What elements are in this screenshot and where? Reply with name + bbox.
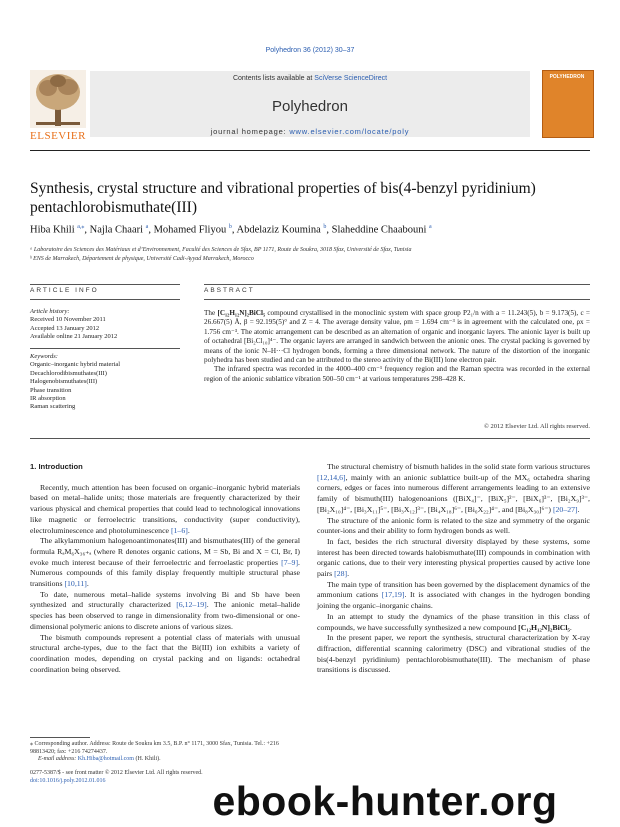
article-info-rule xyxy=(30,284,180,285)
abstract-rule xyxy=(204,299,590,300)
issn-line: 0277-5387/$ - see front matter © 2012 Elsevier Ltd. All rights reserved. xyxy=(30,770,203,776)
article-info-heading: ARTICLE INFO xyxy=(30,287,99,294)
author-affiliation-marker[interactable]: a,⁎ xyxy=(77,224,85,230)
author-name[interactable]: Abdelaziz Koumina xyxy=(236,224,321,236)
doi-link[interactable]: doi:10.1016/j.poly.2012.01.016 xyxy=(30,777,106,784)
citation-link[interactable]: [6,12–19] xyxy=(176,600,207,610)
body-paragraph: Recently, much attention has been focused on organic–inorganic hybrid materials based on metal–halide units; those materials are frequently characterized by their various physical and chemical properties that could lead to technological innovations like magnetic or ferroelectric transitions, conductivity (super conductivity), electroluminescence and photoluminescence [1–6]. xyxy=(30,482,300,535)
keyword: Raman scattering xyxy=(30,403,76,411)
body-paragraph: The structural chemistry of bismuth halides in the solid state form various structures [12,14,6], mainly with an anionic sublattice built-up of the MX₆ octahedra sharing corners, edges or faces into numerous different arrangements leading to an extensive family of bismuth(III) halogenoanions ([BiX₄]⁻, [BiX₅]²⁻, [BiX₆]³⁻, [Bi₂X₉]³⁻, [Bi₂X₁₀]⁴⁻, [Bi₃X₁₁]⁵⁻, [Bi₃X₁₂]³⁻, [Bi₄X₁₈]⁶⁻, [Bi₆X₂₂]⁴⁻, and [Bi₈X₃₀]⁶⁻) [20–27]. xyxy=(317,462,590,514)
affiliation-b: ᵇ ENS de Marrakech, Département de physique, Université Cadi-Ayyad Marrakech, Morocco xyxy=(30,256,254,262)
body-paragraph: In an attempt to study the dynamics of the phase transition in this class of compounds, we have successfully synthesized a new compound [C₁₂H₁₂N]₂BiCl₅. xyxy=(317,611,590,632)
body-right-column xyxy=(317,462,590,676)
homepage-prefix: journal homepage: xyxy=(210,127,290,136)
contents-line xyxy=(90,75,530,82)
body-paragraph: To date, numerous metal–halide systems involving Bi and Sb have been synthesized and structurally characterized [6,12–19]. The anionic metal–halide species has been observed to range in dimensionality from two-dimensional or one-dimensional polymeric anions to discrete anions of various sizes. xyxy=(30,589,300,631)
journal-citation[interactable]: Polyhedron 36 (2012) 30–37 xyxy=(265,47,355,54)
history-item: Available online 21 January 2012 xyxy=(30,333,118,341)
citation-link[interactable]: [12,14,6] xyxy=(317,472,346,482)
contents-prefix: Contents lists available at xyxy=(232,75,315,82)
author-name[interactable]: Hiba Khili xyxy=(30,224,75,236)
body-paragraph: The alkylammonium halogenoantimonates(III) and bismuthates(III) of the general formula RₐM₆X₃₆₊ₐ (where R denotes organic cations, M = Sb, Bi and X = Cl, Br, I) evoke much interest because of their ferroelectric and ferroelastic properties [7–9]. Numerous compounds of this family display frequently multiple structural phase transitions [10,11]. xyxy=(30,536,300,589)
article-info-rule xyxy=(30,348,180,349)
abstract-paragraph: The [C₁₂H₁₂N]₂BiCl₅ compound crystallised in the monoclinic system with space group P2₁/n with a = 11.243(5), b = 9.173(5), c = 26.667(5) Å, β = 92.195(5)° and Z = 4. The average density value, ρm = 1.694 cm⁻³ is in agreement with the calculated one, ρx = 1.756 cm⁻³. The atomic arrangement can be described as an alternation of organic and inorganic layers. The anionic layer is built up of octahedral [Bi₂Cl₁₀]⁴⁻. The organic layers are arranged in sandwich between the anionic ones. The crystal packing is governed by means of the ionic N–H···Cl hydrogen bonds, forming a three dimensional network. The nature of the distortion of the inorganic polyhedra has been studied and can be attributed to the stereo activity of the Bi(III) lone electron pair. xyxy=(204,309,590,365)
abstract-paragraph: The infrared spectra was recorded in the 4000–400 cm⁻¹ frequency region and the Raman spectra was recorded in the external region of the anionic sublattice vibration 500–50 cm⁻¹ at various temperatures 298–428 K. xyxy=(204,365,590,383)
compound-formula: [C₁₂H₁₂N]₂BiCl₅ xyxy=(518,622,570,632)
author-name[interactable]: Slaheddine Chaabouni xyxy=(331,224,427,236)
abstract-rule xyxy=(204,284,590,285)
section-heading-introduction: 1. Introduction xyxy=(30,462,83,471)
corresponding-author-footnote xyxy=(30,741,300,764)
article-info-rule xyxy=(30,299,180,300)
keywords-label: Keywords: xyxy=(30,353,58,360)
author-name[interactable]: Mohamed Fliyou xyxy=(153,224,227,236)
keyword: Decachlorodibismuthates(III) xyxy=(30,369,107,377)
article-history xyxy=(30,308,180,342)
journal-cover-image xyxy=(542,70,594,138)
compound-formula: [C₁₂H₁₂N]₂BiCl₅ xyxy=(217,309,266,317)
history-label: Article history: xyxy=(30,308,70,315)
keyword: Organic–inorganic hybrid material xyxy=(30,361,121,369)
citation-link[interactable]: [1–6] xyxy=(170,525,188,535)
citation-link[interactable]: [7–9] xyxy=(281,557,299,567)
author-affiliation-marker[interactable]: a xyxy=(429,224,432,230)
body-paragraph: In the present paper, we report the synthesis, structural characterization by X-ray diffraction, differential scanning calorimetry (DSC) and vibrational studies of the bis(4-benzyl pyridinium) pentachlorobismuthate(III). The mechanism of phase transitions is discussed. xyxy=(317,633,590,675)
author-list: Hiba Khili $^{a,⁎}$, Najla Chaari $^a$, Mohamed Fliyou $^b$, Abdelaziz Koumina $^b$, Slaheddine Chaabouni $^a$ xyxy=(30,224,432,236)
sciencedirect-link[interactable]: SciVerse ScienceDirect xyxy=(314,75,388,82)
body-left-column xyxy=(30,462,300,675)
keywords-block xyxy=(30,353,180,412)
body-paragraph: The main type of transition has been governed by the displacement dynamics of the ammonium cations [17,19]. It is associated with changes in the hydrogen bonding joining the organic–inorganic chains. xyxy=(317,579,590,611)
watermark-text: ebook-hunter.org xyxy=(150,776,620,827)
email-link[interactable]: Kh.Hiba@hotmail.com xyxy=(77,756,134,763)
abstract-heading: ABSTRACT xyxy=(204,287,255,294)
affiliation-a: ᵃ Laboratoire des Sciences des Matériaux et d’Environnement, Faculté des Sciences de Sfax, BP 1171, Route de Soukra, 3018 Sfax, Université de Sfax, Tunisia xyxy=(30,247,412,253)
abstract-bottom-rule xyxy=(30,438,590,439)
footnote-address: ⁎ Corresponding author. Address: Route de Soukra km 3.5, B.P. n° 1171, 3000 Sfax, Tunisia. Tel.: +216 98813420; fax: +216 74274437. xyxy=(30,741,279,755)
author-affiliation-marker[interactable]: a xyxy=(145,224,149,230)
journal-homepage xyxy=(90,127,530,136)
citation-link[interactable]: [17,19] xyxy=(381,590,405,600)
author-affiliation-marker[interactable]: b xyxy=(228,224,232,230)
author-affiliation-marker[interactable]: b xyxy=(323,224,327,230)
citation-link[interactable]: [20–27] xyxy=(552,504,578,514)
abstract-text xyxy=(204,309,590,384)
body-paragraph: The bismuth compounds represent a potential class of materials with unusual structural arche-types, due to the fact that the Bi(III) ion exhibits a variety of coordination modes, depending on crystal packing and on ligands: octahedral coordination being observed. xyxy=(30,632,300,674)
footnote-email-line: E-mail address: Kh.Hiba@hotmail.com (H. Khili). xyxy=(38,756,161,763)
homepage-link[interactable]: www.elsevier.com/locate/poly xyxy=(289,127,410,136)
header-divider xyxy=(30,150,590,151)
citation-link[interactable]: [28] xyxy=(334,569,348,579)
author-name[interactable]: Najla Chaari xyxy=(89,224,144,236)
article-title: Synthesis, crystal structure and vibrational properties of bis(4-benzyl pyridinium) pentachlorobismuthate(III) xyxy=(30,180,536,216)
journal-name: Polyhedron xyxy=(272,98,348,115)
elsevier-tree-logo-icon xyxy=(30,70,86,128)
keyword: IR absorption xyxy=(30,395,66,403)
journal-cover-title: POLYHEDRON xyxy=(549,74,585,80)
keyword: Phase transition xyxy=(30,386,72,394)
body-paragraph: In fact, besides the rich structural diversity displayed by these systems, some interest has been directed towards halobismuthate(III) compounds in combination with organic cations, due to their very interesting physical properties caused by active lone pairs [28]. xyxy=(317,536,590,579)
body-paragraph: The structure of the anionic form is related to the size and symmetry of the organic counter-ions and their ability to form hydrogen bonds as well. xyxy=(317,515,590,536)
elsevier-wordmark: ELSEVIER xyxy=(30,130,86,142)
citation-link[interactable]: [10,11] xyxy=(64,579,87,589)
history-item: Received 10 November 2011 xyxy=(30,316,106,324)
keyword: Halogenobismuthates(III) xyxy=(30,378,98,386)
abstract-copyright: © 2012 Elsevier Ltd. All rights reserved. xyxy=(483,423,590,430)
footnote-rule xyxy=(30,737,90,738)
history-item: Accepted 13 January 2012 xyxy=(30,324,100,332)
